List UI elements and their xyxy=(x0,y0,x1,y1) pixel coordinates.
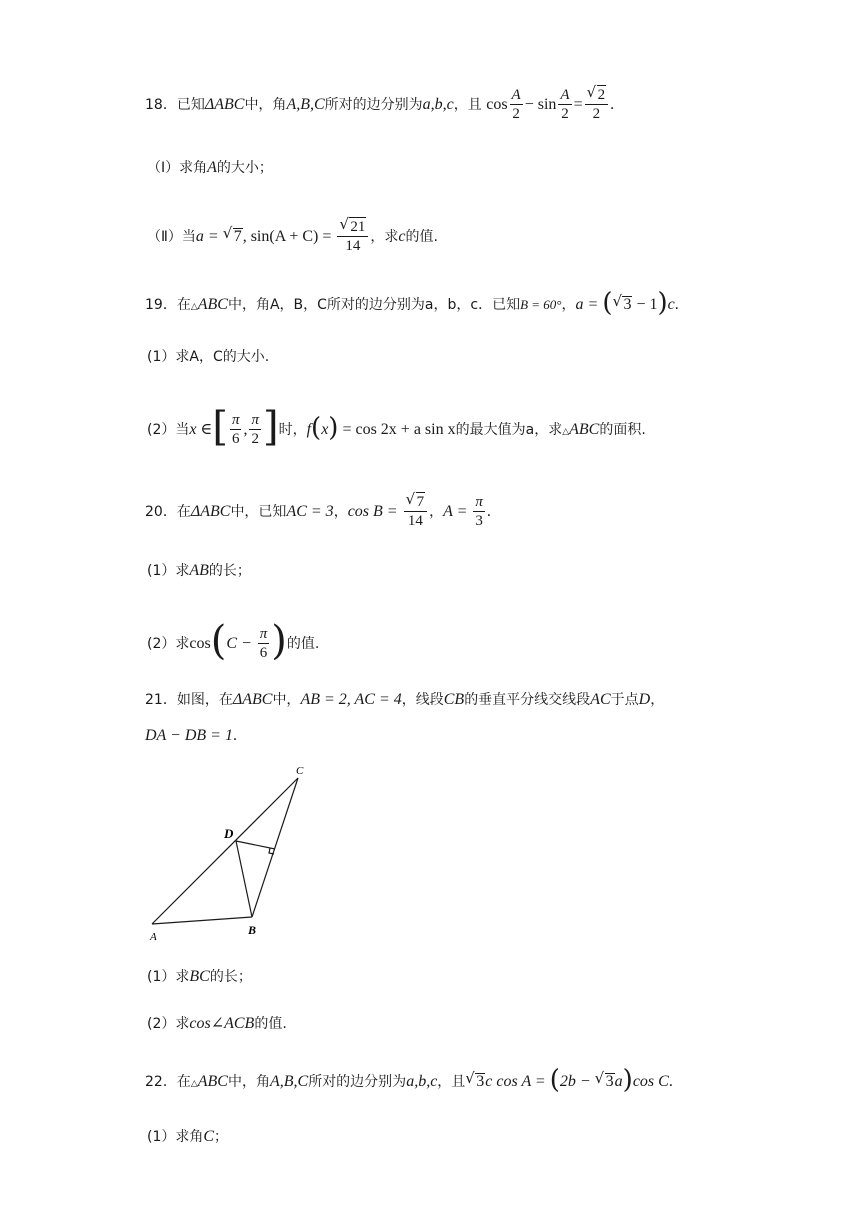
triangle-figure xyxy=(140,760,320,945)
problem-20-statement: 20．在ΔABC中，已知AC = 3，cos B = √ $\frac{7}{14}$ ，A = $\frac{\pi}{3}$ . xyxy=(145,493,491,531)
problem-21-statement-line-2: DA − DB = 1. xyxy=(145,727,237,744)
problem-18-part-2: （Ⅱ）当a = √ 7, sin(A + C) = √ $\frac{21}{14}$ ，求c的值. xyxy=(147,218,438,256)
problem-21-statement: 21．如图，在ΔABC中，AB = 2, AC = 4，线段CB的垂直平分线交线段AC于点D， xyxy=(145,691,665,708)
problem-22-part-1: (1）求角C； xyxy=(147,1128,229,1145)
perpendicular-bisector xyxy=(236,841,275,849)
segment-ab xyxy=(152,917,252,924)
problem-21-part-2: (2）求cos∠ACB的值. xyxy=(147,1015,287,1032)
problem-19-part-1: (1）求A，C的大小. xyxy=(147,349,270,365)
segment-ac xyxy=(152,778,298,924)
fraction-sqrt21-over-14: √ $\frac{21}{14}$ xyxy=(337,217,368,255)
problem-18-statement: 18．已知ΔABC中，角A,B,C所对的边分别为a,b,c，且 cos $\frac{A}{2}$ − sin $\frac{A}{2}$ = √ $\frac{2}{2}$ . xyxy=(145,86,614,124)
problem-20-part-2: (2）求cos(C − $\frac{\pi}{6}$ )的值. xyxy=(147,618,320,664)
problem-19-statement: 19．在△ABC中，角A，B，C所对的边分别为a，b，c．已知B = 60°，a = (√ 3 − 1)c. xyxy=(145,292,679,318)
problem-19-part-2: (2）当x ∈[ $\frac{\pi}{6}$ , $\frac{\pi}{2}$ ]时，f(x) = cos 2x + a sin x的最大值为a，求△ABC的面积. xyxy=(147,404,646,450)
problem-22-statement: 22．在△ABC中，角A,B,C所对的边分别为a,b,c，且√ 3c cos A = (2b − √ 3a)cos C. xyxy=(145,1069,673,1095)
label-c: C xyxy=(296,765,304,777)
segment-bc xyxy=(252,778,298,917)
problem-20-part-1: (1）求AB的长； xyxy=(147,562,251,579)
segment-db xyxy=(236,841,252,917)
problem-21-part-1: (1）求BC的长； xyxy=(147,968,252,985)
label-a: A xyxy=(150,931,157,943)
label-d: D xyxy=(224,826,234,841)
fraction-sqrt2-over-2: √ $\frac{2}{2}$ xyxy=(585,85,609,123)
label-b: B xyxy=(248,923,257,937)
fraction-a-over-2-second: $\frac{A}{2}$ xyxy=(560,86,570,122)
problem-18-part-1: （Ⅰ）求角A的大小； xyxy=(147,159,273,176)
fraction-a-over-2: $\frac{A}{2}$ xyxy=(511,86,521,122)
